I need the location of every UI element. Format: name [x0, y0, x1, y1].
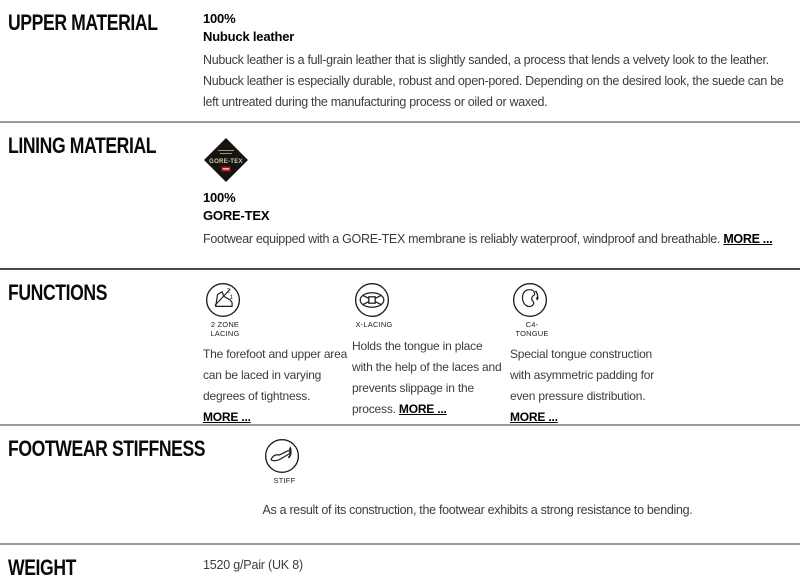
- section-upper-material: [0, 0, 800, 121]
- section-label-column: [0, 270, 195, 424]
- weight-content: [195, 545, 800, 580]
- upper-material-percent: 100%: [203, 11, 236, 26]
- section-label-column: [0, 123, 195, 268]
- footwear-stiffness-content: [254, 426, 800, 543]
- function-item-x-lacing: [352, 280, 502, 428]
- upper-material-description: Nubuck leather is a full-grain leather that is slightly sanded, a process that lends a velvety look to the leather. Nubuck leather is especially durable, robust and open-pored. Depending on the desired look, the suede can be left untreated during the manufacturing process or oiled or waxed.: [203, 53, 784, 109]
- lining-material-description: Footwear equipped with a GORE-TEX membrane is reliably waterproof, windproof and breathable.: [203, 232, 721, 246]
- svg-text:GORE-TEX: GORE-TEX: [209, 159, 243, 165]
- footwear-stiffness-heading: FOOTWEAR STIFFNESS: [8, 436, 206, 461]
- section-lining-material: [0, 123, 800, 268]
- lining-more-link[interactable]: MORE ...: [723, 232, 773, 246]
- functions-heading: FUNCTIONS: [8, 280, 108, 305]
- function-item-2-zone-lacing: [203, 280, 352, 428]
- section-weight: [0, 545, 800, 580]
- c4-tongue-label: C4-TONGUE: [515, 320, 549, 338]
- c4-tongue-description: Special tongue construction with asymmetric padding for even pressure distribution.: [510, 347, 654, 403]
- stiff-label: STIFF: [273, 476, 296, 485]
- c4-tongue-more-link[interactable]: MORE ...: [510, 410, 558, 424]
- stiff-sole-icon: [262, 436, 306, 476]
- gore-tex-badge-icon: [203, 137, 249, 183]
- two-zone-lacing-more-link[interactable]: MORE ...: [203, 410, 251, 424]
- c4-tongue-icon: [510, 280, 554, 320]
- section-label-column: [0, 426, 254, 543]
- section-label-column: [0, 0, 195, 121]
- function-item-c4-tongue: [510, 280, 668, 428]
- footwear-stiffness-description: As a result of its construction, the footwear exhibits a strong resistance to bending.: [262, 502, 693, 517]
- svg-text:1: 1: [229, 294, 233, 302]
- lining-material-name: GORE-TEX: [203, 208, 270, 223]
- functions-content: [195, 270, 800, 424]
- lining-material-heading: LINING MATERIAL: [8, 133, 157, 158]
- two-zone-lacing-description: The forefoot and upper area can be laced in varying degrees of tightness.: [203, 347, 348, 403]
- section-functions: [0, 270, 800, 424]
- x-lacing-more-link[interactable]: MORE ...: [398, 401, 447, 416]
- svg-text:2: 2: [226, 287, 231, 295]
- lining-material-percent: 100%: [203, 190, 236, 205]
- upper-material-heading: UPPER MATERIAL: [8, 10, 158, 35]
- two-zone-lacing-icon: [203, 280, 247, 320]
- weight-heading: WEIGHT: [8, 555, 76, 580]
- x-lacing-description: Holds the tongue in place with the help of the laces and prevents slippage in the process.: [352, 338, 502, 416]
- two-zone-lacing-label: 2 ZONE LACING: [210, 320, 240, 338]
- section-label-column: [0, 545, 195, 580]
- upper-material-content: [195, 0, 800, 121]
- x-lacing-label: X-LACING: [355, 320, 393, 329]
- section-footwear-stiffness: [0, 426, 800, 543]
- weight-value: 1520 g/Pair (UK 8): [203, 558, 303, 572]
- x-lacing-icon: [352, 280, 396, 320]
- lining-material-content: [195, 123, 800, 268]
- upper-material-name: Nubuck leather: [203, 29, 295, 44]
